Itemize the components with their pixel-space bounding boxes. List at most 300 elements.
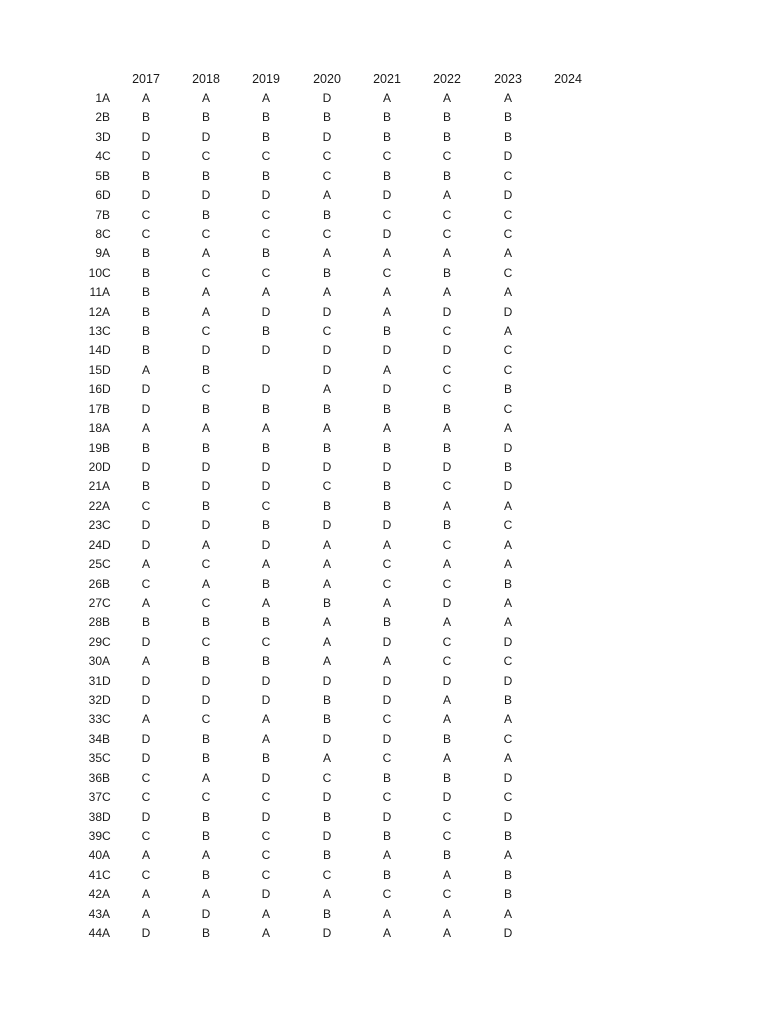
answer-cell-2022: B	[442, 110, 451, 125]
answer-cell-2022: D	[442, 790, 452, 805]
table-row	[0, 749, 768, 768]
answer-cell-2022: C	[442, 226, 452, 241]
answer-cell-2023: D	[503, 770, 513, 785]
answer-cell-2022: B	[442, 731, 451, 746]
answer-cell-2021: D	[382, 188, 392, 203]
answer-cell-2022: A	[442, 285, 451, 300]
answer-cell-2022: A	[442, 188, 451, 203]
answer-cell-2019: B	[261, 576, 270, 591]
answer-cell-2019: D	[261, 770, 271, 785]
answer-cell-2021: B	[382, 615, 391, 630]
answer-cell-2018: B	[201, 731, 210, 746]
answer-cell-2018: D	[201, 518, 211, 533]
answer-cell-2023: A	[503, 421, 512, 436]
answer-key: A	[102, 848, 111, 863]
answer-key: C	[102, 149, 111, 164]
table-row	[0, 225, 768, 244]
table-row	[0, 322, 768, 341]
answer-cell-2022: B	[442, 401, 451, 416]
answer-cell-2021: B	[382, 498, 391, 513]
answer-cell-2022: C	[442, 362, 452, 377]
answer-cell-2017: B	[141, 246, 150, 261]
answer-key: B	[102, 440, 111, 455]
answer-cell-2022: B	[442, 518, 451, 533]
answer-cell-2020: C	[322, 770, 332, 785]
answer-cell-2022: A	[442, 498, 451, 513]
answer-cell-2018: B	[201, 440, 210, 455]
answer-key: C	[102, 265, 111, 280]
question-number: 7	[95, 207, 102, 222]
answer-key: B	[102, 207, 111, 222]
question-number: 43	[88, 906, 102, 921]
answer-cell-2017: B	[141, 110, 150, 125]
answer-cell-2022: D	[442, 595, 452, 610]
answer-key: A	[102, 304, 111, 319]
answer-cell-2021: D	[382, 382, 392, 397]
answer-cell-2023: A	[503, 324, 512, 339]
answer-cell-2020: B	[322, 498, 331, 513]
answer-cell-2020: D	[322, 304, 332, 319]
answer-cell-2017: D	[141, 149, 151, 164]
answer-key: B	[102, 110, 111, 125]
answer-cell-2018: A	[201, 576, 210, 591]
table-row	[0, 283, 768, 302]
question-number: 13	[88, 324, 102, 339]
answer-cell-2020: C	[322, 479, 332, 494]
answer-key: A	[102, 91, 111, 105]
table-row	[0, 672, 768, 691]
answer-cell-2021: C	[382, 712, 392, 727]
answer-cell-2017: B	[141, 168, 150, 183]
answer-cell-2021: C	[382, 576, 392, 591]
answer-cell-2023: C	[503, 207, 513, 222]
year-header-2022: 2022	[433, 72, 461, 86]
answer-cell-2017: D	[141, 537, 151, 552]
answer-cell-2019: C	[261, 848, 271, 863]
answer-cell-2017: D	[141, 188, 151, 203]
answer-cell-2020: D	[322, 828, 332, 843]
answer-cell-2023: A	[503, 712, 512, 727]
answer-cell-2020: B	[322, 848, 331, 863]
answer-cell-2022: C	[442, 537, 452, 552]
answer-cell-2018: B	[201, 168, 210, 183]
answer-key: D	[102, 382, 111, 397]
answer-cell-2023: D	[503, 673, 513, 688]
answer-cell-2022: B	[442, 848, 451, 863]
answer-cell-2018: A	[201, 770, 210, 785]
answer-cell-2023: A	[503, 848, 512, 863]
answer-key: B	[102, 168, 111, 183]
answer-cell-2018: A	[201, 91, 210, 105]
question-number: 41	[88, 867, 102, 882]
answer-cell-2020: D	[322, 926, 332, 941]
answer-cell-2017: A	[141, 362, 150, 377]
answer-key: C	[102, 790, 111, 805]
table-row	[0, 633, 768, 652]
answer-cell-2017: A	[141, 654, 150, 669]
answer-cell-2018: D	[201, 673, 211, 688]
answer-cell-2021: C	[382, 265, 392, 280]
answer-cell-2023: C	[503, 343, 513, 358]
answer-cell-2019: B	[261, 168, 270, 183]
question-number: 30	[88, 654, 102, 669]
answer-cell-2023: D	[503, 149, 513, 164]
question-number: 32	[88, 693, 102, 708]
answer-cell-2018: D	[201, 906, 211, 921]
answer-cell-2020: B	[322, 809, 331, 824]
answer-cell-2017: D	[141, 129, 151, 144]
answer-cell-2019: C	[261, 149, 271, 164]
answer-cell-2019: A	[261, 91, 270, 105]
question-number: 19	[88, 440, 102, 455]
answer-cell-2021: C	[382, 207, 392, 222]
table-row	[0, 516, 768, 535]
answer-cell-2019: A	[261, 926, 270, 941]
answer-cell-2023: B	[503, 867, 512, 882]
answer-cell-2018: D	[201, 343, 211, 358]
question-number: 33	[88, 712, 102, 727]
answer-cell-2021: A	[382, 537, 391, 552]
answer-cell-2021: B	[382, 168, 391, 183]
answer-cell-2023: A	[503, 906, 512, 921]
answer-cell-2019: C	[261, 828, 271, 843]
question-number: 39	[88, 828, 102, 843]
answer-cell-2020: B	[322, 265, 331, 280]
answer-cell-2018: B	[201, 498, 210, 513]
question-number: 8	[95, 226, 102, 241]
answer-cell-2023: B	[503, 693, 512, 708]
answer-cell-2022: C	[442, 207, 452, 222]
answer-cell-2022: D	[442, 459, 452, 474]
answer-cell-2019: B	[261, 246, 270, 261]
answer-cell-2021: B	[382, 867, 391, 882]
answer-cell-2021: D	[382, 731, 392, 746]
answer-cell-2019: D	[261, 459, 271, 474]
answer-cell-2019: B	[261, 401, 270, 416]
answer-cell-2020: C	[322, 867, 332, 882]
answer-cell-2018: C	[201, 712, 211, 727]
answer-cell-2021: D	[382, 673, 392, 688]
year-header-2021: 2021	[373, 72, 401, 86]
answer-key: D	[102, 188, 111, 203]
answer-cell-2017: B	[141, 265, 150, 280]
answer-cell-2021: C	[382, 751, 392, 766]
answer-cell-2022: C	[442, 634, 452, 649]
answer-cell-2022: D	[442, 673, 452, 688]
answer-cell-2019: C	[261, 790, 271, 805]
answer-cell-2019: B	[261, 654, 270, 669]
table-row	[0, 691, 768, 710]
answer-cell-2018: D	[201, 129, 211, 144]
answer-cell-2019: C	[261, 867, 271, 882]
question-number: 26	[88, 576, 102, 591]
answer-cell-2022: C	[442, 654, 452, 669]
answer-cell-2018: B	[201, 110, 210, 125]
answer-cell-2019: D	[261, 809, 271, 824]
table-row	[0, 303, 768, 322]
table-row	[0, 439, 768, 458]
table-row	[0, 497, 768, 516]
answer-cell-2018: B	[201, 751, 210, 766]
answer-cell-2017: D	[141, 693, 151, 708]
answer-cell-2021: A	[382, 91, 391, 105]
answer-cell-2021: C	[382, 790, 392, 805]
answer-cell-2020: D	[322, 362, 332, 377]
answer-cell-2018: C	[201, 265, 211, 280]
answer-cell-2018: C	[201, 382, 211, 397]
answer-cell-2022: A	[442, 867, 451, 882]
answer-key: C	[102, 634, 111, 649]
answer-cell-2020: B	[322, 110, 331, 125]
answer-key: A	[102, 926, 111, 941]
answer-cell-2019: A	[261, 731, 270, 746]
table-row	[0, 905, 768, 924]
answer-cell-2018: B	[201, 926, 210, 941]
question-number: 15	[88, 362, 102, 377]
answer-cell-2020: D	[322, 459, 332, 474]
answer-cell-2017: D	[141, 751, 151, 766]
answer-key: C	[102, 867, 111, 882]
answer-key: D	[102, 673, 111, 688]
answer-cell-2017: C	[141, 828, 151, 843]
answer-cell-2019: C	[261, 265, 271, 280]
answer-key: D	[102, 693, 111, 708]
answer-cell-2023: C	[503, 168, 513, 183]
answer-cell-2017: B	[141, 615, 150, 630]
answer-cell-2023: A	[503, 557, 512, 572]
answer-cell-2017: A	[141, 906, 150, 921]
answer-cell-2018: B	[201, 615, 210, 630]
answer-key: D	[102, 129, 111, 144]
answer-key: C	[102, 712, 111, 727]
answer-cell-2021: C	[382, 557, 392, 572]
answer-cell-2017: A	[141, 557, 150, 572]
table-row	[0, 186, 768, 205]
answer-key: B	[102, 576, 111, 591]
question-number: 14	[88, 343, 102, 358]
answer-cell-2023: A	[503, 246, 512, 261]
answer-cell-2021: C	[382, 149, 392, 164]
answer-key: C	[102, 324, 111, 339]
table-row	[0, 400, 768, 419]
question-number: 16	[88, 382, 102, 397]
table-row	[0, 846, 768, 865]
question-number: 21	[88, 479, 102, 494]
answer-cell-2018: A	[201, 285, 210, 300]
answer-cell-2017: A	[141, 848, 150, 863]
answer-cell-2022: C	[442, 479, 452, 494]
answer-cell-2017: C	[141, 790, 151, 805]
answer-cell-2020: B	[322, 712, 331, 727]
answer-key: A	[102, 421, 111, 436]
answer-cell-2022: D	[442, 343, 452, 358]
answer-cell-2019: A	[261, 595, 270, 610]
answer-cell-2023: C	[503, 265, 513, 280]
question-number: 20	[88, 459, 102, 474]
answer-cell-2021: B	[382, 110, 391, 125]
answer-cell-2023: C	[503, 518, 513, 533]
answer-key: B	[102, 770, 111, 785]
year-header-2017: 2017	[132, 72, 160, 86]
answer-cell-2021: B	[382, 440, 391, 455]
answer-cell-2023: C	[503, 790, 513, 805]
table-row	[0, 419, 768, 438]
answer-cell-2019: B	[261, 440, 270, 455]
answer-cell-2017: A	[141, 712, 150, 727]
answer-cell-2020: A	[322, 634, 331, 649]
question-number: 11	[89, 285, 102, 300]
answer-cell-2023: C	[503, 226, 513, 241]
answer-cell-2018: A	[201, 848, 210, 863]
answer-cell-2017: B	[141, 343, 150, 358]
answer-cell-2023: D	[503, 440, 513, 455]
answer-cell-2021: A	[382, 304, 391, 319]
answer-cell-2019: D	[261, 479, 271, 494]
answer-cell-2021: C	[382, 887, 392, 902]
question-number: 18	[88, 421, 102, 436]
answer-cell-2018: C	[201, 595, 211, 610]
answer-cell-2023: A	[503, 595, 512, 610]
answer-cell-2019: A	[261, 557, 270, 572]
answer-cell-2019: D	[261, 887, 271, 902]
table-row	[0, 147, 768, 166]
answer-cell-2020: C	[322, 324, 332, 339]
answer-cell-2019: D	[261, 188, 271, 203]
answer-cell-2021: D	[382, 343, 392, 358]
table-row	[0, 575, 768, 594]
answer-cell-2023: A	[503, 285, 512, 300]
table-row	[0, 244, 768, 263]
answer-cell-2018: A	[201, 537, 210, 552]
table-row	[0, 206, 768, 225]
question-number: 44	[88, 926, 102, 941]
answer-cell-2023: B	[503, 382, 512, 397]
answer-cell-2020: D	[322, 731, 332, 746]
answer-cell-2019: C	[261, 634, 271, 649]
table-row	[0, 730, 768, 749]
answer-cell-2019: B	[261, 110, 270, 125]
answer-cell-2019: A	[261, 712, 270, 727]
answer-cell-2018: D	[201, 459, 211, 474]
answer-key: D	[102, 809, 111, 824]
answer-cell-2022: D	[442, 304, 452, 319]
question-number: 35	[88, 751, 102, 766]
question-number: 23	[88, 518, 102, 533]
answer-cell-2019: B	[261, 518, 270, 533]
table-row	[0, 808, 768, 827]
table-row	[0, 477, 768, 496]
answer-cell-2017: D	[141, 809, 151, 824]
answer-cell-2019: C	[261, 498, 271, 513]
question-number: 17	[88, 401, 102, 416]
question-number: 42	[88, 887, 102, 902]
answer-key: A	[102, 246, 111, 261]
answer-cell-2022: A	[442, 557, 451, 572]
answer-key: C	[102, 751, 111, 766]
question-number: 29	[88, 634, 102, 649]
answer-cell-2020: D	[322, 518, 332, 533]
answer-cell-2020: B	[322, 595, 331, 610]
answer-cell-2023: C	[503, 362, 513, 377]
answer-cell-2020: B	[322, 906, 331, 921]
year-header-2024: 2024	[554, 72, 582, 86]
answer-cell-2022: C	[442, 149, 452, 164]
answer-key: A	[102, 498, 111, 513]
answer-cell-2023: D	[503, 188, 513, 203]
answer-cell-2019: D	[261, 673, 271, 688]
answer-cell-2021: D	[382, 518, 392, 533]
table-row	[0, 710, 768, 729]
answer-cell-2020: C	[322, 168, 332, 183]
answer-cell-2020: A	[322, 576, 331, 591]
answer-cell-2023: B	[503, 576, 512, 591]
table-row	[0, 380, 768, 399]
answer-key: C	[102, 518, 111, 533]
answer-cell-2017: B	[141, 324, 150, 339]
answer-cell-2017: A	[141, 887, 150, 902]
answer-cell-2020: A	[322, 615, 331, 630]
answer-cell-2023: A	[503, 498, 512, 513]
answer-cell-2019: A	[261, 421, 270, 436]
answer-cell-2021: A	[382, 906, 391, 921]
answer-cell-2017: B	[141, 304, 150, 319]
question-number: 9	[95, 246, 102, 261]
table-row	[0, 652, 768, 671]
question-number: 6	[95, 188, 102, 203]
question-number: 28	[88, 615, 102, 630]
table-row	[0, 458, 768, 477]
answer-cell-2017: D	[141, 731, 151, 746]
answer-cell-2017: D	[141, 634, 151, 649]
answer-key: A	[102, 479, 111, 494]
table-row	[0, 613, 768, 632]
answer-cell-2017: D	[141, 401, 151, 416]
answer-cell-2022: C	[442, 576, 452, 591]
answer-cell-2020: A	[322, 751, 331, 766]
answer-cell-2023: B	[503, 887, 512, 902]
answer-cell-2021: B	[382, 770, 391, 785]
answer-cell-2018: B	[201, 362, 210, 377]
answer-cell-2017: D	[141, 459, 151, 474]
answer-cell-2020: B	[322, 401, 331, 416]
question-number: 22	[88, 498, 102, 513]
question-number: 1	[95, 91, 102, 105]
answer-key: C	[102, 828, 111, 843]
answer-cell-2018: D	[201, 693, 211, 708]
answer-cell-2020: A	[322, 537, 331, 552]
answer-cell-2018: B	[201, 828, 210, 843]
answer-cell-2019: D	[261, 382, 271, 397]
answer-cell-2021: B	[382, 401, 391, 416]
answer-cell-2021: D	[382, 459, 392, 474]
answer-cell-2023: D	[503, 634, 513, 649]
question-number: 40	[88, 848, 102, 863]
table-row	[0, 167, 768, 186]
answer-cell-2022: C	[442, 324, 452, 339]
answer-cell-2017: B	[141, 285, 150, 300]
answer-key: C	[102, 226, 111, 241]
answer-cell-2019: D	[261, 343, 271, 358]
answer-cell-2022: A	[442, 615, 451, 630]
answer-key: B	[102, 401, 111, 416]
answer-cell-2021: A	[382, 848, 391, 863]
table-row	[0, 361, 768, 380]
answer-cell-2021: A	[382, 595, 391, 610]
answer-cell-2020: B	[322, 207, 331, 222]
answer-cell-2017: D	[141, 926, 151, 941]
answer-cell-2017: C	[141, 867, 151, 882]
table-row	[0, 341, 768, 360]
